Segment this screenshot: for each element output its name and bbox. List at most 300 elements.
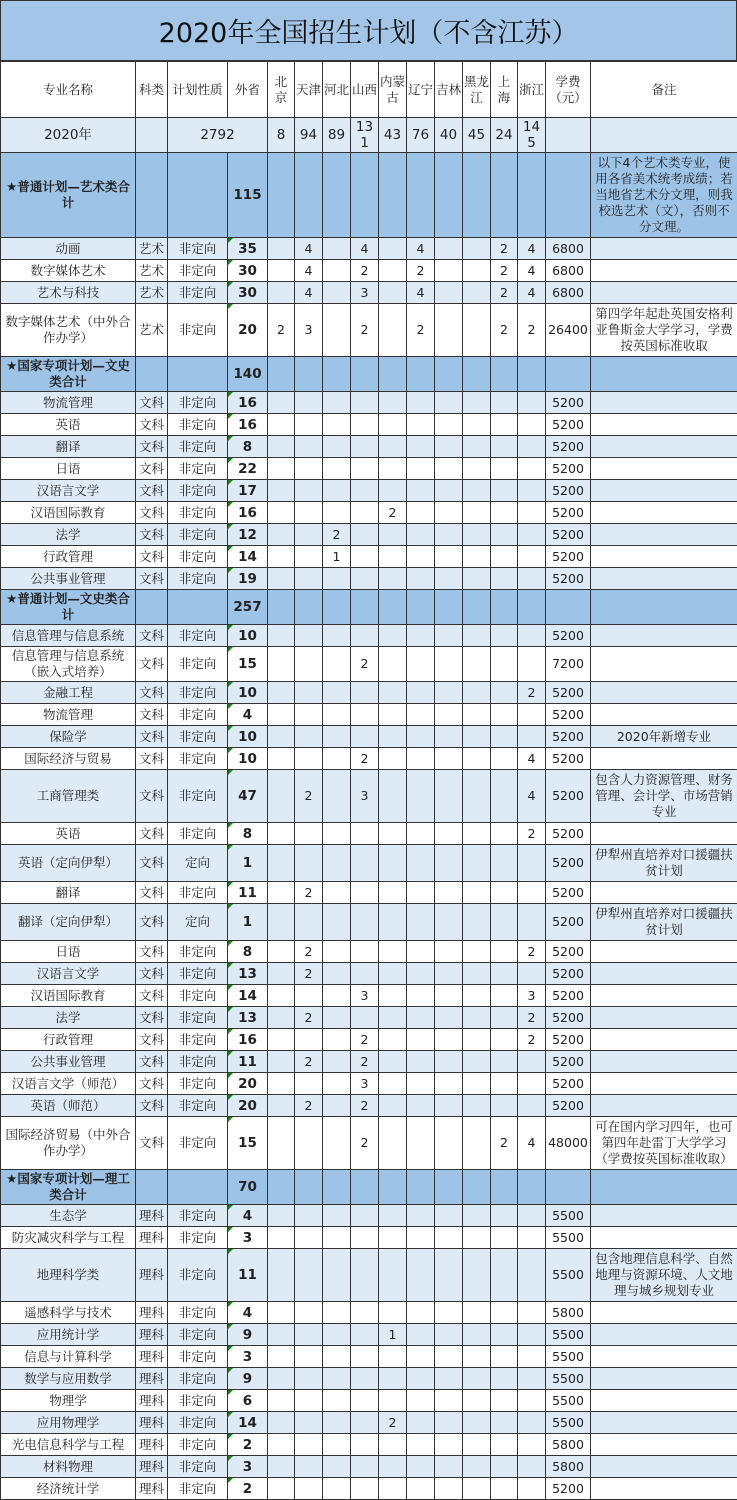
table-row (1, 568, 737, 590)
province-quota: 4 (518, 770, 546, 823)
plan-nature: 非定向 (168, 1249, 228, 1302)
province-quota (351, 458, 379, 480)
remark (591, 941, 737, 963)
province-quota (463, 392, 491, 414)
province-quota (407, 1095, 435, 1117)
major-name: 汉语言文学 (1, 963, 136, 985)
province-quota (463, 770, 491, 823)
subject-category: 文科 (136, 748, 168, 770)
province-quota (463, 1029, 491, 1051)
province-quota (351, 414, 379, 436)
province-quota (518, 1095, 546, 1117)
province-quota (379, 1302, 407, 1324)
province-quota (268, 1117, 295, 1170)
plan-nature: 非定向 (168, 1117, 228, 1170)
province-quota (518, 1478, 546, 1500)
plan-nature (168, 357, 228, 392)
province-quota (518, 458, 546, 480)
province-quota (491, 480, 518, 502)
province-quota (491, 1051, 518, 1073)
province-quota (323, 1390, 351, 1412)
province-quota (323, 260, 351, 282)
province-quota (351, 546, 379, 568)
province-quota (407, 985, 435, 1007)
table-row (1, 1073, 737, 1095)
province-quota (463, 260, 491, 282)
province-quota (379, 770, 407, 823)
subject-category (136, 153, 168, 238)
table-row (1, 260, 737, 282)
province-quota (518, 625, 546, 647)
table-row (1, 1368, 737, 1390)
province-quota (295, 845, 323, 882)
province-quota (295, 682, 323, 704)
table-row (1, 1478, 737, 1500)
province-quota (295, 546, 323, 568)
remark (591, 1227, 737, 1249)
out-of-province-total: 70 (228, 1170, 268, 1205)
table-row (1, 436, 737, 458)
subject-category: 文科 (136, 392, 168, 414)
remark (591, 1073, 737, 1095)
plan-nature: 非定向 (168, 260, 228, 282)
province-quota (295, 1412, 323, 1434)
tuition-fee: 5500 (546, 1227, 591, 1249)
major-name: 翻译（定向伊犁） (1, 904, 136, 941)
subject-category: 理科 (136, 1205, 168, 1227)
plan-nature: 非定向 (168, 1302, 228, 1324)
province-quota (295, 1368, 323, 1390)
province-quota (295, 1227, 323, 1249)
province-quota (323, 823, 351, 845)
remark (591, 1029, 737, 1051)
remark (591, 458, 737, 480)
province-quota: 2 (295, 1007, 323, 1029)
major-name: 日语 (1, 941, 136, 963)
province-quota (407, 1324, 435, 1346)
province-quota (268, 704, 295, 726)
province-quota (351, 823, 379, 845)
province-quota (379, 941, 407, 963)
province-quota: 4 (518, 1117, 546, 1170)
province-quota (268, 647, 295, 682)
province-quota (407, 546, 435, 568)
table-row (1, 1051, 737, 1073)
province-quota (351, 590, 379, 625)
province-quota (407, 904, 435, 941)
tuition-fee: 5200 (546, 1007, 591, 1029)
subject-category: 理科 (136, 1249, 168, 1302)
province-quota (435, 502, 463, 524)
province-quota (295, 1205, 323, 1227)
province-quota (463, 1434, 491, 1456)
plan-nature: 非定向 (168, 1095, 228, 1117)
province-quota (435, 1205, 463, 1227)
subject-category: 艺术 (136, 282, 168, 304)
province-quota (268, 941, 295, 963)
tuition-fee: 5200 (546, 985, 591, 1007)
province-quota (379, 546, 407, 568)
province-quota (379, 985, 407, 1007)
province-quota (295, 1456, 323, 1478)
major-name: 数字媒体艺术（中外合作办学） (1, 304, 136, 357)
table-row (1, 480, 737, 502)
out-of-province-total: 14 (228, 546, 268, 568)
province-quota (268, 625, 295, 647)
province-quota (518, 726, 546, 748)
tuition-fee: 5200 (546, 414, 591, 436)
province-quota (491, 963, 518, 985)
province-quota (407, 1227, 435, 1249)
page-title: 2020年全国招生计划（不含江苏） (0, 0, 737, 61)
province-quota (491, 1227, 518, 1249)
remark (591, 480, 737, 502)
out-of-province-total: 10 (228, 748, 268, 770)
column-header: 外省 (228, 62, 268, 118)
province-quota: 2 (295, 963, 323, 985)
out-of-province-total: 19 (228, 568, 268, 590)
tuition-fee (546, 357, 591, 392)
province-quota: 4 (407, 282, 435, 304)
province-quota (379, 625, 407, 647)
province-quota (463, 941, 491, 963)
tuition-fee: 5200 (546, 682, 591, 704)
province-quota (351, 524, 379, 546)
province-quota (268, 904, 295, 941)
province-quota (268, 546, 295, 568)
province-quota (491, 647, 518, 682)
province-quota: 45 (463, 118, 491, 153)
major-name: 数学与应用数学 (1, 1368, 136, 1390)
province-quota (268, 1227, 295, 1249)
province-quota (435, 770, 463, 823)
column-header: 天津 (295, 62, 323, 118)
province-quota (491, 436, 518, 458)
province-quota (268, 963, 295, 985)
province-quota (463, 647, 491, 682)
province-quota (463, 625, 491, 647)
province-quota (351, 1456, 379, 1478)
province-quota (379, 304, 407, 357)
tuition-fee: 5200 (546, 502, 591, 524)
province-quota (379, 1170, 407, 1205)
table-row (1, 458, 737, 480)
province-quota (518, 904, 546, 941)
province-quota (379, 726, 407, 748)
subject-category (136, 590, 168, 625)
out-of-province-total: 30 (228, 282, 268, 304)
subject-category: 文科 (136, 458, 168, 480)
tuition-fee: 5200 (546, 436, 591, 458)
province-quota (323, 963, 351, 985)
province-quota: 2 (295, 882, 323, 904)
province-quota (351, 904, 379, 941)
province-quota (407, 1478, 435, 1500)
province-quota: 2 (379, 1412, 407, 1434)
province-quota (351, 682, 379, 704)
out-of-province-total: 14 (228, 1412, 268, 1434)
province-quota (518, 1170, 546, 1205)
province-quota: 2 (351, 748, 379, 770)
table-row (1, 1346, 737, 1368)
province-quota (491, 748, 518, 770)
province-quota (351, 1324, 379, 1346)
province-quota: 2 (491, 282, 518, 304)
province-quota (463, 985, 491, 1007)
province-quota (491, 1029, 518, 1051)
major-name: 行政管理 (1, 1029, 136, 1051)
province-quota (379, 357, 407, 392)
remark (591, 1368, 737, 1390)
province-quota (491, 524, 518, 546)
province-quota (295, 392, 323, 414)
province-quota (351, 1249, 379, 1302)
province-quota: 131 (351, 118, 379, 153)
province-quota (435, 904, 463, 941)
out-of-province-total: 8 (228, 941, 268, 963)
province-quota (435, 647, 463, 682)
province-quota (351, 963, 379, 985)
tuition-fee: 5500 (546, 1346, 591, 1368)
enrollment-plan-table (0, 61, 737, 1500)
remark (591, 1434, 737, 1456)
table-row (1, 1205, 737, 1227)
column-header: 专业名称 (1, 62, 136, 118)
table-row (1, 1007, 737, 1029)
subject-category: 文科 (136, 647, 168, 682)
major-name: 英语 (1, 823, 136, 845)
province-quota (323, 1434, 351, 1456)
province-quota (295, 985, 323, 1007)
subject-category: 文科 (136, 985, 168, 1007)
province-quota (379, 704, 407, 726)
province-quota (379, 1007, 407, 1029)
remark (591, 568, 737, 590)
major-name: ★普通计划—文史类合计 (1, 590, 136, 625)
remark: 伊犁州直培养对口援疆扶贫计划 (591, 845, 737, 882)
province-quota (463, 748, 491, 770)
remark: 包含地理信息科学、自然地理与资源环境、人文地理与城乡规划专业 (591, 1249, 737, 1302)
tuition-fee: 5500 (546, 1412, 591, 1434)
province-quota (323, 1412, 351, 1434)
province-quota (435, 1324, 463, 1346)
province-quota (463, 357, 491, 392)
plan-nature: 非定向 (168, 941, 228, 963)
tuition-fee: 5500 (546, 1368, 591, 1390)
province-quota (491, 1434, 518, 1456)
province-quota (463, 1073, 491, 1095)
province-quota (463, 458, 491, 480)
province-quota (518, 1249, 546, 1302)
province-quota (407, 682, 435, 704)
province-quota: 2 (491, 260, 518, 282)
province-quota (295, 704, 323, 726)
province-quota (491, 1412, 518, 1434)
province-quota (323, 1170, 351, 1205)
out-of-province-total: 47 (228, 770, 268, 823)
province-quota: 76 (407, 118, 435, 153)
plan-nature: 非定向 (168, 436, 228, 458)
province-quota (518, 1390, 546, 1412)
subject-category: 文科 (136, 823, 168, 845)
remark (591, 1205, 737, 1227)
province-quota: 2 (351, 1051, 379, 1073)
subject-category: 文科 (136, 524, 168, 546)
province-quota (351, 882, 379, 904)
province-quota (407, 625, 435, 647)
province-quota (351, 502, 379, 524)
province-quota (463, 1007, 491, 1029)
province-quota (295, 414, 323, 436)
column-header: 内蒙古 (379, 62, 407, 118)
province-quota (407, 1434, 435, 1456)
province-quota (491, 941, 518, 963)
plan-nature: 非定向 (168, 748, 228, 770)
table-row (1, 985, 737, 1007)
header-row (1, 62, 737, 118)
province-quota (351, 568, 379, 590)
tuition-fee: 26400 (546, 304, 591, 357)
province-quota (407, 524, 435, 546)
table-row (1, 282, 737, 304)
province-quota (518, 153, 546, 238)
subject-category: 理科 (136, 1434, 168, 1456)
plan-nature: 非定向 (168, 414, 228, 436)
column-header: 上海 (491, 62, 518, 118)
province-quota (463, 1170, 491, 1205)
province-quota: 3 (351, 282, 379, 304)
tuition-fee: 5200 (546, 1073, 591, 1095)
province-quota: 4 (407, 238, 435, 260)
province-quota (491, 682, 518, 704)
major-name: 物流管理 (1, 704, 136, 726)
major-name: 工商管理类 (1, 770, 136, 823)
province-quota (518, 647, 546, 682)
province-quota (379, 682, 407, 704)
province-quota (463, 1390, 491, 1412)
major-name: 英语（定向伊犁） (1, 845, 136, 882)
province-quota (379, 1073, 407, 1095)
province-quota: 24 (491, 118, 518, 153)
province-quota (518, 502, 546, 524)
province-quota (463, 1205, 491, 1227)
subject-category: 文科 (136, 1095, 168, 1117)
province-quota (463, 1117, 491, 1170)
remark (591, 502, 737, 524)
table-row (1, 845, 737, 882)
remark (591, 647, 737, 682)
subject-category (136, 357, 168, 392)
province-quota (351, 1412, 379, 1434)
tuition-fee: 5500 (546, 1249, 591, 1302)
province-quota (323, 682, 351, 704)
province-quota (407, 1346, 435, 1368)
province-quota (351, 1478, 379, 1500)
province-quota (491, 568, 518, 590)
province-quota: 4 (518, 238, 546, 260)
province-quota: 40 (435, 118, 463, 153)
column-header: 浙江 (518, 62, 546, 118)
subject-category: 文科 (136, 845, 168, 882)
remark (591, 1302, 737, 1324)
province-quota (323, 1302, 351, 1324)
subject-category: 文科 (136, 882, 168, 904)
province-quota (268, 1456, 295, 1478)
province-quota: 4 (295, 282, 323, 304)
province-quota (379, 1051, 407, 1073)
plan-nature: 非定向 (168, 1346, 228, 1368)
province-quota (407, 568, 435, 590)
province-quota (435, 941, 463, 963)
out-of-province-total: 115 (228, 153, 268, 238)
province-quota: 43 (379, 118, 407, 153)
province-quota (351, 1205, 379, 1227)
province-quota (268, 414, 295, 436)
major-name: 法学 (1, 524, 136, 546)
tuition-fee: 5200 (546, 524, 591, 546)
plan-nature: 非定向 (168, 823, 228, 845)
province-quota (323, 238, 351, 260)
subject-category: 文科 (136, 414, 168, 436)
subject-category: 文科 (136, 963, 168, 985)
column-header: 备注 (591, 62, 737, 118)
province-quota: 2 (323, 524, 351, 546)
province-quota (491, 1249, 518, 1302)
province-quota (435, 480, 463, 502)
out-of-province-total: 6 (228, 1390, 268, 1412)
province-quota (379, 436, 407, 458)
major-name: 翻译 (1, 882, 136, 904)
province-quota (491, 1324, 518, 1346)
province-quota (491, 1095, 518, 1117)
province-quota (379, 1205, 407, 1227)
province-quota (518, 590, 546, 625)
table-row (1, 882, 737, 904)
subject-category: 理科 (136, 1368, 168, 1390)
tuition-fee: 5200 (546, 1029, 591, 1051)
remark (591, 748, 737, 770)
out-of-province-total: 3 (228, 1456, 268, 1478)
province-quota (351, 941, 379, 963)
major-name: 国际经济贸易（中外合作办学） (1, 1117, 136, 1170)
table-row (1, 941, 737, 963)
province-quota (379, 1346, 407, 1368)
province-quota (295, 357, 323, 392)
province-quota (351, 1368, 379, 1390)
subject-category: 艺术 (136, 238, 168, 260)
province-quota (463, 1051, 491, 1073)
province-quota (268, 823, 295, 845)
major-name: 国际经济与贸易 (1, 748, 136, 770)
province-quota: 2 (518, 1007, 546, 1029)
province-quota (407, 770, 435, 823)
province-quota (295, 823, 323, 845)
province-quota (407, 882, 435, 904)
out-of-province-total: 1 (228, 845, 268, 882)
table-row (1, 414, 737, 436)
province-quota (463, 682, 491, 704)
province-quota (463, 1412, 491, 1434)
province-quota (379, 748, 407, 770)
major-name: 汉语言文学（师范） (1, 1073, 136, 1095)
province-quota (268, 1095, 295, 1117)
remark (591, 238, 737, 260)
province-quota (491, 1456, 518, 1478)
major-name: 金融工程 (1, 682, 136, 704)
table-row (1, 238, 737, 260)
empty-cell (136, 118, 168, 153)
province-quota (295, 436, 323, 458)
